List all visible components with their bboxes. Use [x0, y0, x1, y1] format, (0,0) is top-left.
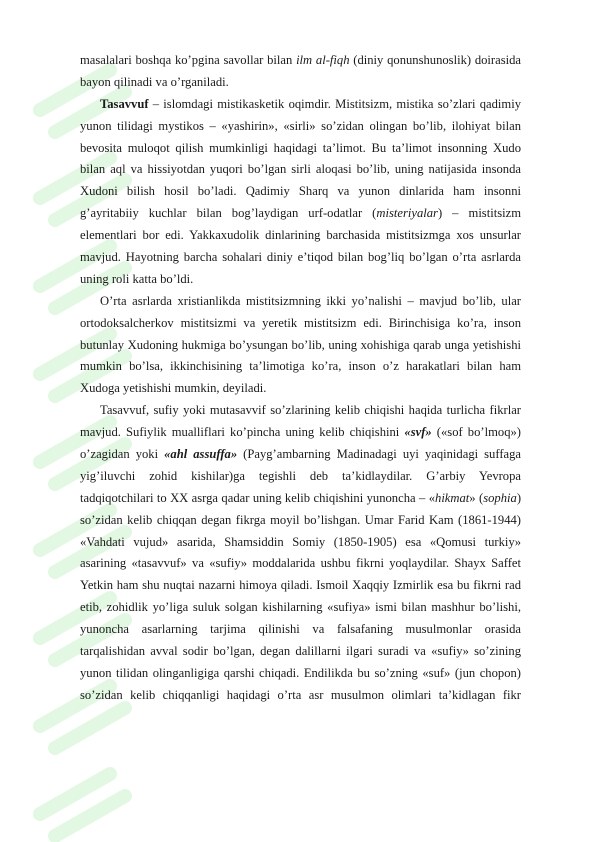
text-run: O’rta asrlarda xristianlikda mistitsizmning ikki yo’nalishi – mavjud bo’lib, ular	[100, 293, 521, 308]
text-run: ortodoksalcherkov mistitsizmi va yeretik mistitsizm edi. Birinchisiga ko’ra, inson	[80, 315, 521, 330]
text-line	[80, 553, 521, 575]
text-line	[80, 532, 521, 554]
text-run: bevosita muloqot qilish mumkinligi haqidagi ta’limot. Bu ta’limot insonning Xudo	[80, 140, 521, 155]
text-run: bilan aql va hissiyotdan yuqori bo’lgan sirli aloqasi bo’lib, uning natijasida insonda	[80, 162, 521, 177]
emphasis-text: sophia	[483, 490, 517, 505]
text-run: mavjud. Sufiylik mualliflari ko’pincha uning kelib chiqishini	[80, 425, 405, 440]
text-line	[80, 619, 521, 641]
paragraph	[80, 291, 521, 400]
text-run: o’zagidan yoki	[80, 447, 165, 462]
text-line	[80, 400, 521, 422]
text-run: Yetkin ham shu nuqtai nazarni himoya qiladi. Ismoil Xaqqiy Izmirlik esa bu fikrni rad	[80, 578, 521, 593]
text-line	[80, 313, 521, 335]
text-line	[80, 50, 521, 72]
text-run: tadqiqotchilari to XX asrga qadar uning kelib chiqishini yunoncha – «	[80, 490, 436, 505]
text-run: elementlari bor edi. Yakkaxudolik dinlarining barchasida mistitsizmga xos unsurlar	[80, 228, 521, 243]
text-run: («sof bo’lmoq»)	[431, 425, 521, 440]
text-run: masalalari boshqa ko’pgina savollar bilan	[80, 53, 297, 67]
text-line	[80, 663, 521, 685]
text-run: tarqalishidan avval sodir bo’lgan, degan dalillarni ilgari suradi va «sufiy» so’zining	[80, 644, 521, 659]
text-run: butunlay Xudoning hukmiga bo’ysungan bo’lib, uning xohishiga qarab unga yetishishi	[80, 337, 521, 352]
text-run: – islomdagi mistikasketik oqimdir. Mistitsizm, mistika so’zlari qadimiy	[148, 96, 521, 111]
text-run: (diniy qonunshunoslik) doirasida	[349, 53, 521, 67]
text-run: mavjud. Hayotning barcha sohalari diniy e’tiqod bilan bog’liq bo’lgan o’rta asrlarda	[80, 250, 521, 265]
text-run: (Payg’ambarning Madinadagi uyi yaqinidagi suffaga	[237, 447, 521, 462]
text-line	[80, 575, 521, 597]
text-line	[80, 488, 521, 510]
text-line	[80, 444, 521, 466]
paragraph	[80, 50, 521, 94]
text-line	[80, 247, 521, 269]
text-run: etib, zohidlik yo’liga suluk solgan kishilarning «sufiya» ismi bilan mashhur bo’lishi,	[80, 600, 521, 615]
paragraph	[80, 94, 521, 291]
text-run: yunoncha asarlarning tarjima qilinishi va falsafaning musulmonlar orasida	[80, 622, 521, 637]
emphasis-text: «svf»	[404, 425, 432, 440]
text-line	[80, 422, 521, 444]
text-line	[80, 159, 521, 181]
text-run: yunon tilidagi mystikos – «yashirin», «sirli» so’zidan olingan bo’lib, ilohiyat bilan	[80, 118, 521, 133]
text-run: asarining «tasavvuf» va «sufiy» moddalarida ushbu fikrni yoqlaydilar. Shayx Saffet	[80, 556, 521, 571]
emphasis-text: Tasavvuf	[100, 96, 149, 111]
text-line	[80, 72, 521, 94]
text-run: bayon qilinadi va o’rganiladi.	[80, 74, 229, 89]
text-run: so’zidan kelib chiqqan degan fikrga moyil bo’lishgan. Umar Farid Kam (1861-1944)	[80, 512, 521, 527]
text-run: Tasavvuf, sufiy yoki mutasavvif so’zlarining kelib chiqishi haqida turlicha fikrlar	[100, 403, 521, 418]
text-line	[80, 510, 521, 532]
text-run: yig’iluvchi zohid kishilar)ga tegishli deb ta’kidlaydilar. G’arbiy Yevropa	[80, 468, 521, 483]
text-run: «Vahdati vujud» asarida, Shamsiddin Somiy (1850-1905) esa «Qomusi turkiy»	[80, 534, 521, 549]
text-run: ) – mistitsizm	[437, 206, 521, 221]
text-run: uning roli katta bo’ldi.	[80, 271, 194, 286]
text-run: g’ayritabiiy kuchlar bilan bog’laydigan urf-odatlar (	[80, 206, 377, 221]
text-line	[80, 466, 521, 488]
emphasis-text: «ahl assuffa»	[164, 447, 238, 462]
text-run: so’zidan kelib chiqqanligi haqidagi o’rta asr musulmon olimlari ta’kidlagan fikr	[80, 687, 521, 702]
emphasis-text: hikmat	[435, 490, 470, 505]
paragraph	[80, 400, 521, 706]
text-line	[80, 356, 521, 378]
text-run: mumkin bo’lsa, ikkinchisining ta’limotiga ko’ra, inson o’z harakatlari bilan ham	[80, 359, 521, 374]
text-line	[80, 335, 521, 357]
text-line	[80, 225, 521, 247]
document-body	[80, 50, 521, 707]
text-line	[80, 269, 521, 291]
emphasis-text: ilm al-fiqh	[296, 53, 350, 67]
text-line	[80, 116, 521, 138]
text-line	[80, 203, 521, 225]
text-run: Xudoni bilish hosil bo’ladi. Qadimiy Sharq va yunon dinlarida ham insonni	[80, 184, 521, 199]
text-run: yunon tilidan olinganligiga qarshi chiqadi. Endilikda bu so’zning «suf» (jun chopon)	[80, 665, 521, 680]
text-run: )	[516, 490, 522, 505]
text-line	[80, 291, 521, 313]
text-line	[80, 685, 521, 707]
emphasis-text: misteriyalar	[376, 206, 438, 221]
text-line	[80, 138, 521, 160]
text-line	[80, 641, 521, 663]
text-line	[80, 94, 521, 116]
text-line	[80, 378, 521, 400]
text-line	[80, 597, 521, 619]
text-line	[80, 181, 521, 203]
text-run: » (	[469, 490, 484, 505]
watermark-stroke	[40, 774, 125, 836]
text-run: Xudoga yetishishi mumkin, deyiladi.	[80, 381, 267, 396]
